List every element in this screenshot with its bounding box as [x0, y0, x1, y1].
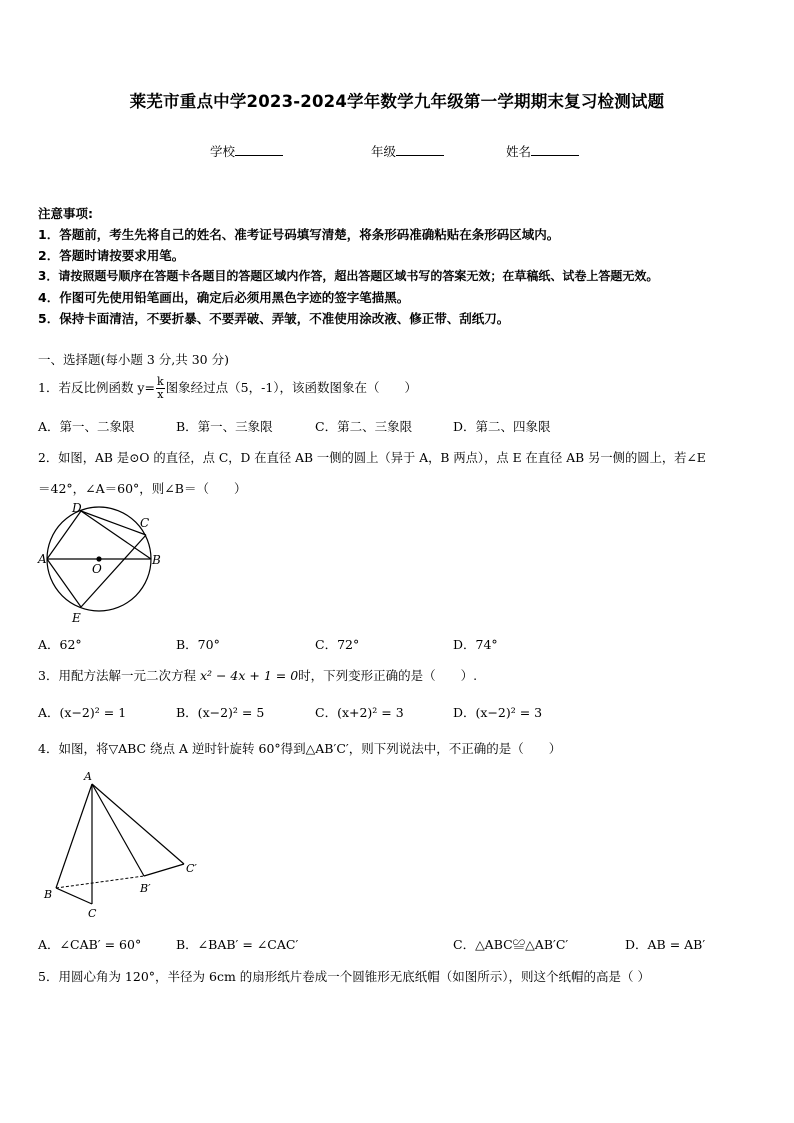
q4-option-d[interactable]: D．AB = AB′ [625, 937, 706, 952]
q4-rotation-figure [36, 766, 216, 926]
segment-ab-prime [92, 784, 144, 876]
q3-text-before: 3．用配方法解一元二次方程 [38, 668, 200, 683]
q1-text-before: 1．若反比例函数 y= [38, 380, 155, 395]
name-field[interactable] [506, 142, 579, 160]
q4-option-c[interactable]: C．△ABC≌△AB′C′ [453, 937, 569, 952]
label-c: C [88, 907, 97, 920]
center-point [96, 556, 101, 561]
section-heading: 一、选择题(每小题 3 分,共 30 分) [38, 352, 229, 367]
notice-item: 5．保持卡面清洁，不要折暴、不要弄破、弄皱，不准使用涂改液、修正带、刮纸刀。 [38, 311, 510, 326]
segment-ec [81, 535, 146, 607]
label-c: C [140, 516, 150, 530]
label-b-prime: B′ [140, 882, 151, 895]
q4-option-b[interactable]: B．∠BAB′ = ∠CAC′ [176, 937, 299, 952]
school-blank[interactable] [235, 143, 283, 156]
segment-ad [47, 511, 81, 559]
label-b: B [152, 553, 161, 567]
label-a: A [38, 552, 47, 566]
dashed-bb-prime [56, 876, 144, 888]
question-2-line-1: 2．如图，AB 是⊙O 的直径，点 C，D 在直径 AB 一侧的圆上（异于 A，B 两点），点 E 在直径 AB 另一侧的圆上，若∠E [38, 451, 706, 465]
segment-ae [47, 559, 81, 607]
q3-option-b[interactable]: B．(x−2)² = 5 [176, 705, 265, 720]
exam-title: 莱芜市重点中学2023-2024学年数学九年级第一学期期末复习检测试题 [129, 92, 665, 111]
notice-item: 4．作图可先使用铅笔画出，确定后必须用黑色字迹的签字笔描黑。 [38, 290, 410, 305]
label-b: B [44, 888, 53, 901]
q2-option-b[interactable]: B．70° [176, 637, 220, 652]
name-blank[interactable] [531, 143, 579, 156]
label-c-prime: C′ [186, 862, 197, 875]
question-2-line-2: ＝42°，∠A＝60°，则∠B＝（ ） [38, 481, 247, 496]
q3-option-c[interactable]: C．(x+2)² = 3 [315, 705, 404, 720]
segment-b-prime-c-prime [144, 864, 184, 876]
notice-heading: 注意事项: [38, 206, 93, 221]
q2-option-a[interactable]: A．62° [38, 637, 82, 652]
q1-option-d[interactable]: D．第二、四象限 [453, 419, 551, 434]
fraction-numerator: k [156, 375, 164, 388]
grade-blank[interactable] [396, 143, 444, 156]
grade-field[interactable] [371, 142, 444, 160]
name-label: 姓名 [506, 144, 532, 159]
q1-option-b[interactable]: B．第一、三象限 [176, 419, 273, 434]
label-o: O [92, 562, 102, 576]
q1-fraction [156, 376, 165, 401]
q1-option-c[interactable]: C．第二、三象限 [315, 419, 413, 434]
q3-option-d[interactable]: D．(x−2)² = 3 [453, 705, 543, 720]
q2-option-d[interactable]: D．74° [453, 637, 498, 652]
q3-equation: x² − 4x + 1 = 0 [199, 668, 299, 683]
question-4: 4．如图，将▽ABC 绕点 A 逆时针旋转 60°得到△AB′C′，则下列说法中，不正确的是（ ） [38, 741, 562, 756]
notice-item: 2．答题时请按要求用笔。 [38, 248, 185, 263]
grade-label: 年级 [371, 144, 397, 159]
q1-option-a[interactable]: A．第一、二象限 [38, 419, 135, 434]
segment-bc [56, 888, 92, 904]
q3-text-after: 时，下列变形正确的是（ ）. [298, 668, 478, 683]
notice-item: 1．答题前，考生先将自己的姓名、准考证号码填写清楚，将条形码准确粘贴在条形码区域内。 [38, 227, 560, 242]
q3-option-a[interactable]: A．(x−2)² = 1 [38, 705, 127, 720]
q2-option-c[interactable]: C．72° [315, 637, 360, 652]
question-5: 5．用圆心角为 120°，半径为 6cm 的扇形纸片卷成一个圆锥形无底纸帽（如图所示），则这个纸帽的高是（ ） [38, 969, 651, 984]
q1-text-after: 图象经过点（5，-1），该函数图象在（ ） [165, 380, 418, 395]
segment-ac-prime [92, 784, 184, 864]
question-3 [38, 666, 477, 684]
label-e: E [72, 611, 81, 625]
label-a: A [84, 770, 92, 783]
notice-item: 3．请按照题号顺序在答题卡各题目的答题区域内作答，超出答题区域书写的答案无效；在草稿纸、试卷上答题无效。 [38, 269, 659, 283]
label-d: D [72, 501, 82, 515]
q4-option-a[interactable]: A．∠CAB′ = 60° [38, 937, 142, 952]
school-label: 学校 [210, 144, 236, 159]
school-field[interactable] [210, 142, 283, 160]
question-1 [38, 376, 417, 401]
q2-circle-figure [34, 500, 164, 628]
fraction-denominator: x [157, 388, 164, 401]
segment-ab [56, 784, 92, 888]
